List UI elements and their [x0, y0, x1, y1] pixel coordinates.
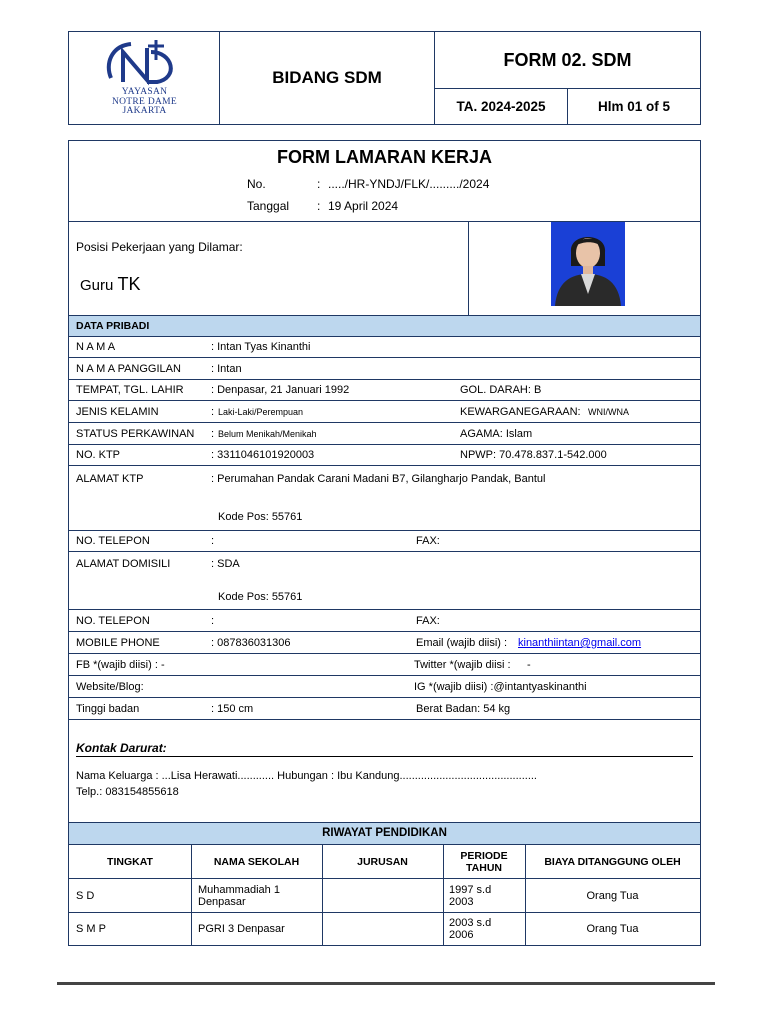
applicant-portrait-icon [551, 222, 625, 306]
telp2-label: NO. TELEPON [76, 615, 150, 627]
cell-periode-line1: 1997 s.d [449, 883, 492, 896]
jk-separator: : [211, 406, 215, 418]
row-domisili [69, 552, 700, 610]
agama-field[interactable]: AGAMA: Islam [460, 428, 533, 440]
ig-field[interactable]: IG *(wajib diisi) :@intantyaskinanthi [414, 681, 587, 693]
edu-header-row [69, 845, 700, 879]
row-alamat-ktp [69, 466, 700, 531]
cell-periode[interactable] [449, 879, 523, 912]
mobile-value[interactable]: : 087836031306 [211, 637, 291, 649]
jk-label: JENIS KELAMIN [76, 406, 159, 418]
no-value[interactable]: ...../HR-YNDJ/FLK/........./2024 [328, 177, 490, 191]
panggilan-value[interactable]: : Intan [211, 363, 242, 375]
cell-jurusan[interactable] [329, 879, 439, 912]
domisili-label: ALAMAT DOMISILI [76, 558, 171, 570]
cell-tingkat[interactable]: S D [76, 889, 95, 902]
table-row [69, 913, 700, 945]
row-fisik [69, 698, 700, 720]
tahun-ajaran: TA. 2024-2025 [435, 89, 568, 124]
email-link[interactable]: kinanthiintan@gmail.com [518, 637, 642, 649]
fb-field[interactable]: FB *(wajib diisi) : - [76, 659, 165, 671]
cell-sekolah-line1: Muhammadiah 1 [198, 883, 280, 896]
posisi-value-tk: TK [117, 274, 141, 294]
cell-periode[interactable] [449, 913, 523, 945]
goldarah-field[interactable]: GOL. DARAH: B [460, 384, 542, 396]
applicant-photo [551, 222, 625, 306]
tanggal-value[interactable]: 19 April 2024 [328, 199, 399, 213]
posisi-value-guru: Guru [80, 277, 114, 294]
posisi-value[interactable] [80, 274, 141, 295]
row-nama [69, 337, 700, 358]
nama-value[interactable]: : Intan Tyas Kinanthi [211, 341, 311, 353]
riwayat-pendidikan-header: RIWAYAT PENDIDIKAN [69, 822, 700, 845]
panggilan-label: N A M A PANGGILAN [76, 363, 181, 375]
alamat-ktp-value[interactable]: : Perumahan Pandak Carani Madani B7, Gilangharjo Pandak, Bantul [211, 473, 546, 485]
tanggal-label: Tanggal [247, 199, 290, 213]
row-website [69, 676, 700, 698]
kwn-label: KEWARGANEGARAAN: [460, 406, 581, 418]
logo-text: YAYASAN NOTRE DAME JAKARTA [111, 87, 177, 116]
cell-sekolah[interactable] [198, 879, 318, 912]
fax1-label[interactable]: FAX: [416, 535, 440, 547]
th-periode [443, 845, 525, 878]
nama-label: N A M A [76, 341, 116, 353]
th-biaya: BIAYA DITANGGUNG OLEH [544, 855, 681, 868]
th-periode-line1: PERIODE [460, 849, 508, 862]
alamat-ktp-label: ALAMAT KTP [76, 473, 144, 485]
berat-field[interactable]: Berat Badan: 54 kg [416, 703, 511, 715]
tinggi-label: Tinggi badan [76, 703, 140, 715]
table-row [69, 879, 700, 913]
telp2-value[interactable]: : [211, 615, 215, 627]
notre-dame-logo-icon [103, 38, 185, 88]
cell-biaya[interactable]: Orang Tua [586, 889, 639, 902]
domisili-value[interactable]: : SDA [211, 558, 240, 570]
form-header [68, 31, 701, 125]
ttl-value[interactable]: : Denpasar, 21 Januari 1992 [211, 384, 350, 396]
kontak-darurat-title: Kontak Darurat: [76, 741, 167, 755]
fax2-label[interactable]: FAX: [416, 615, 440, 627]
ktp-value[interactable]: : 3311046101920003 [211, 449, 315, 461]
data-pribadi-header [69, 315, 700, 337]
jk-value[interactable]: Laki-Laki/Perempuan [218, 407, 304, 417]
row-ttl [69, 380, 700, 401]
kodepos-domisili[interactable]: Kode Pos: 55761 [218, 591, 303, 603]
row-telepon-1 [69, 531, 700, 552]
cell-tingkat[interactable]: S M P [76, 923, 106, 935]
twitter-value[interactable]: - [527, 659, 531, 671]
status-separator: : [211, 428, 215, 440]
data-pribadi-label: DATA PRIBADI [76, 320, 150, 332]
form-title: FORM LAMARAN KERJA [277, 147, 492, 167]
kontak-keluarga[interactable]: Nama Keluarga : ...Lisa Herawati............ Hubungan : Ibu Kandung............................................. [76, 770, 537, 782]
status-label: STATUS PERKAWINAN [76, 428, 195, 440]
cell-periode-line2: 2006 [449, 929, 474, 941]
application-form [68, 140, 701, 946]
cell-sekolah-line2: Denpasar [198, 895, 246, 908]
row-jenis-kelamin [69, 401, 700, 423]
telp1-value[interactable]: : [211, 535, 215, 547]
posisi-label: Posisi Pekerjaan yang Dilamar: [76, 240, 243, 254]
posisi-divider [468, 222, 469, 315]
form-code: FORM 02. SDM [435, 32, 700, 89]
kontak-telp[interactable]: Telp.: 083154855618 [76, 786, 179, 798]
tanggal-separator: : [317, 199, 321, 213]
ttl-label: TEMPAT, TGL. LAHIR [76, 384, 184, 396]
kodepos-ktp[interactable]: Kode Pos: 55761 [218, 511, 303, 523]
twitter-label: Twitter *(wajib diisi : [414, 659, 511, 671]
status-value[interactable]: Belum Menikah/Menikah [218, 429, 317, 439]
bidang-title: BIDANG SDM [220, 32, 435, 124]
row-mobile [69, 632, 700, 654]
th-sekolah: NAMA SEKOLAH [213, 855, 300, 868]
row-status [69, 423, 700, 445]
th-tingkat: TINGKAT [107, 855, 153, 868]
kwn-value[interactable]: WNI/WNA [588, 407, 629, 417]
ktp-label: NO. KTP [76, 449, 121, 461]
cell-sekolah[interactable]: PGRI 3 Denpasar [198, 923, 285, 935]
th-periode-line2: TAHUN [466, 861, 502, 874]
row-telepon-2 [69, 610, 700, 632]
logo-cell [69, 32, 220, 124]
website-field[interactable]: Website/Blog: [76, 681, 144, 693]
kontak-underline [76, 756, 693, 757]
no-label: No. [247, 177, 266, 191]
row-ktp [69, 445, 700, 466]
cell-periode-line2: 2003 [449, 895, 474, 908]
cell-biaya[interactable]: Orang Tua [586, 923, 639, 935]
cell-periode-line1: 2003 s.d [449, 917, 492, 929]
row-social [69, 654, 700, 676]
footer-divider [57, 982, 715, 985]
telp1-label: NO. TELEPON [76, 535, 150, 547]
row-panggilan [69, 358, 700, 380]
npwp-field[interactable]: NPWP: 70.478.837.1-542.000 [460, 449, 607, 461]
cell-jurusan[interactable] [329, 913, 439, 945]
th-jurusan: JURUSAN [357, 855, 408, 868]
mobile-label: MOBILE PHONE [76, 637, 160, 649]
email-label: Email (wajib diisi) : [416, 637, 508, 649]
tinggi-value[interactable]: : 150 cm [211, 703, 254, 715]
no-separator: : [317, 177, 321, 191]
page-number: Hlm 01 of 5 [597, 99, 671, 114]
